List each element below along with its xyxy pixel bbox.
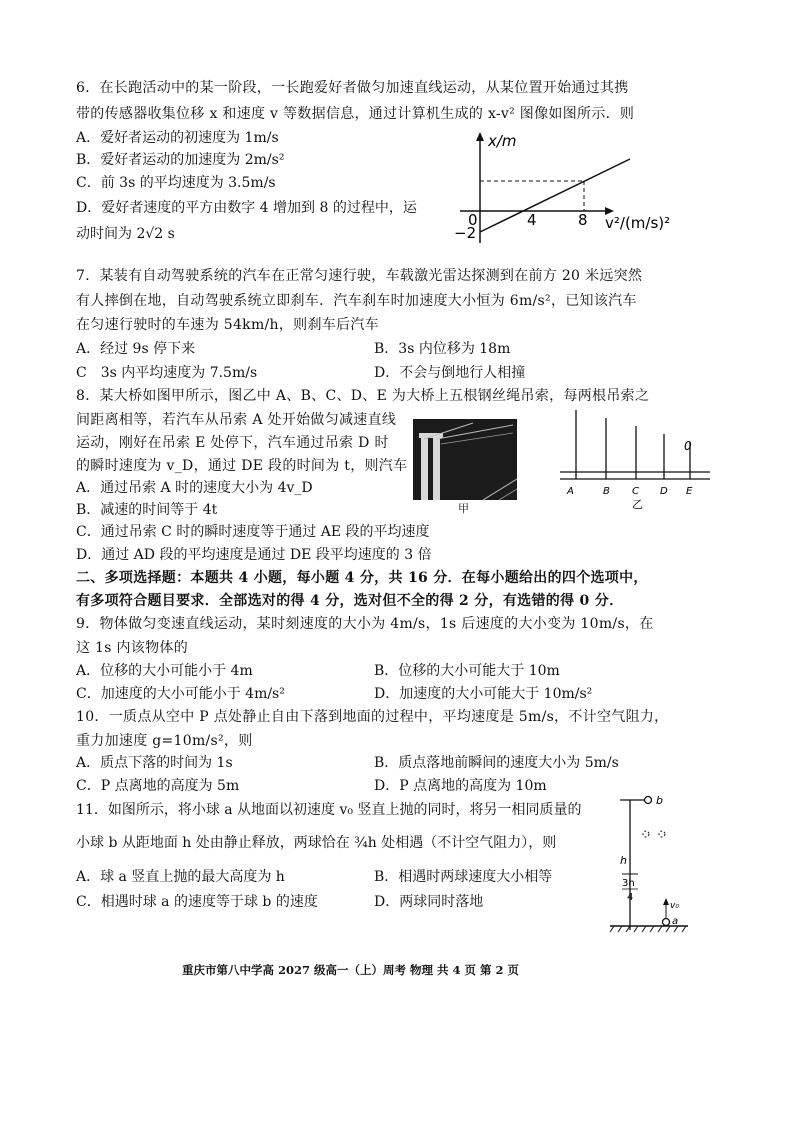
q11-option-d: D．两球同时落地: [374, 894, 484, 910]
q6-stem-line-1: 6．在长跑活动中的某一阶段，一长跑爱好者做匀加速直线运动，从某位置开始通过其携: [76, 80, 629, 96]
q6-graph-tick-4: 4: [527, 211, 537, 229]
q9-option-a: A．位移的大小可能小于 4m: [76, 663, 253, 679]
three-quarter-h-den: 4: [627, 892, 634, 903]
q6-graph-tick-8: 8: [578, 211, 588, 229]
q6-graph-y-label: x/m: [488, 132, 517, 150]
three-quarter-h-num: 3h: [622, 878, 635, 889]
cable-label-c: C: [632, 486, 639, 497]
q11-stem-line-1: 11．如图所示，将小球 a 从地面以初速度 v₀ 竖直上抛的同时，将另一相同质量的: [76, 802, 582, 818]
q6-xv2-graph: [440, 128, 690, 253]
q6-graph-tick-neg2: −2: [454, 224, 477, 242]
q11-stem-line-2: 小球 b 从距地面 h 处由静止释放，两球恰在 ¾h 处相遇（不计空气阻力），则: [76, 835, 557, 851]
q8-stem-line-3: 运动，刚好在吊索 E 处停下，汽车通过吊索 D 时: [76, 435, 389, 451]
q8-option-a: A．通过吊索 A 时的速度大小为 4v_D: [76, 480, 313, 496]
q10-option-a: A．质点下落的时间为 1s: [76, 755, 233, 771]
q8-option-d: D．通过 AD 段的平均速度是通过 DE 段平均速度的 3 倍: [76, 547, 432, 563]
q10-option-c: C．P 点离地的高度为 5m: [76, 778, 240, 794]
q7-option-c: C 3s 内平均速度为 7.5m/s: [76, 365, 258, 381]
q6-graph-origin: 0: [468, 211, 478, 229]
q7-stem-line-3: 在匀速行驶时的车速为 54km/h，则刹车后汽车: [76, 317, 379, 333]
fig-jia-label: 甲: [458, 502, 469, 515]
q8-stem-line-4: 的瞬时速度为 v_D，通过 DE 段的时间为 t，则汽车: [76, 458, 408, 474]
section2-heading-line-1: 二、多项选择题：本题共 4 小题，每小题 4 分，共 16 分．在每小题给出的四个选项中，: [76, 570, 648, 586]
h-label: h: [620, 854, 627, 867]
q9-stem-line-2: 这 1s 内该物体的: [76, 640, 188, 656]
q7-option-a: A．经过 9s 停下来: [76, 341, 196, 357]
q8-diagram-marker: 0: [684, 439, 692, 453]
v0-label: v₀: [670, 901, 679, 911]
q7-option-d: D．不会与倒地行人相撞: [374, 365, 526, 381]
q6-option-d: D．爱好者速度的平方由数字 4 增加到 8 的过程中，运: [76, 200, 417, 216]
q6-option-c: C．前 3s 的平均速度为 3.5m/s: [76, 175, 276, 191]
q11-option-c: C．相遇时球 a 的速度等于球 b 的速度: [76, 894, 318, 910]
section2-heading-line-2: 有多项符合题目要求．全部选对的得 4 分，选对但不全的得 2 分，有选错的得 0 分．: [76, 593, 624, 609]
q9-option-d: D．加速度的大小可能大于 10m/s²: [374, 686, 593, 702]
q8-option-b: B．减速的时间等于 4t: [76, 502, 218, 518]
q9-stem-line-1: 9．物体做匀变速直线运动，某时刻速度的大小为 4m/s，1s 后速度的大小变为 10m/s，在: [76, 616, 654, 632]
q10-option-b: B．质点落地前瞬间的速度大小为 5m/s: [374, 755, 619, 771]
ball-b-label: b: [656, 794, 663, 807]
q9-option-c: C．加速度的大小可能小于 4m/s²: [76, 686, 285, 702]
cable-label-d: D: [660, 486, 668, 497]
cable-label-b: B: [603, 486, 610, 497]
q11-option-b: B．相遇时两球速度大小相等: [374, 869, 553, 885]
q10-stem-line-1: 10．一质点从空中 P 点处静止自由下落到地面的过程中，平均速度是 5m/s，不计空气阻力，: [76, 709, 669, 725]
bridge-cable-diagram: [560, 408, 720, 518]
q7-option-b: B．3s 内位移为 18m: [374, 341, 511, 357]
q9-option-b: B．位移的大小可能大于 10m: [374, 663, 560, 679]
cable-label-e: E: [686, 486, 693, 497]
q6-graph-x-label: v²/(m/s)²: [605, 214, 671, 232]
bridge-photo: [413, 419, 517, 500]
q8-option-c: C．通过吊索 C 时的瞬时速度等于通过 AE 段的平均速度: [76, 524, 430, 540]
q6-option-a: A．爱好者运动的初速度为 1m/s: [76, 130, 279, 146]
q11-balls-diagram: [600, 790, 690, 935]
q10-stem-line-2: 重力加速度 g=10m/s²，则: [76, 733, 253, 749]
q6-stem-line-2: 带的传感器收集位移 x 和速度 v 等数据信息，通过计算机生成的 x-v² 图像如图所示．则: [76, 106, 635, 122]
fig-yi-label: 乙: [632, 498, 643, 511]
q8-stem-line-2: 间距离相等，若汽车从吊索 A 处开始做匀减速直线: [76, 412, 397, 428]
q11-option-a: A．球 a 竖直上抛的最大高度为 h: [76, 869, 285, 885]
ball-a-label: a: [672, 916, 679, 927]
q8-stem-line-1: 8．某大桥如图甲所示，图乙中 A、B、C、D、E 为大桥上五根钢丝绳吊索，每两根吊索之: [76, 388, 650, 404]
q6-option-d-cont: 动时间为 2√2 s: [76, 226, 175, 242]
q10-option-d: D．P 点离地的高度为 10m: [374, 778, 547, 794]
q7-stem-line-2: 有人摔倒在地，自动驾驶系统立即刹车．汽车刹车时加速度大小恒为 6m/s²，已知该汽车: [76, 293, 637, 309]
q7-stem-line-1: 7．某装有自动驾驶系统的汽车在正常匀速行驶，车载激光雷达探测到在前方 20 米远突然: [76, 268, 643, 284]
cable-label-a: A: [567, 486, 574, 497]
q6-option-b: B．爱好者运动的加速度为 2m/s²: [76, 152, 285, 168]
page-footer: 重庆市第八中学高 2027 级高一（上）周考 物理 共 4 页 第 2 页: [182, 963, 520, 977]
